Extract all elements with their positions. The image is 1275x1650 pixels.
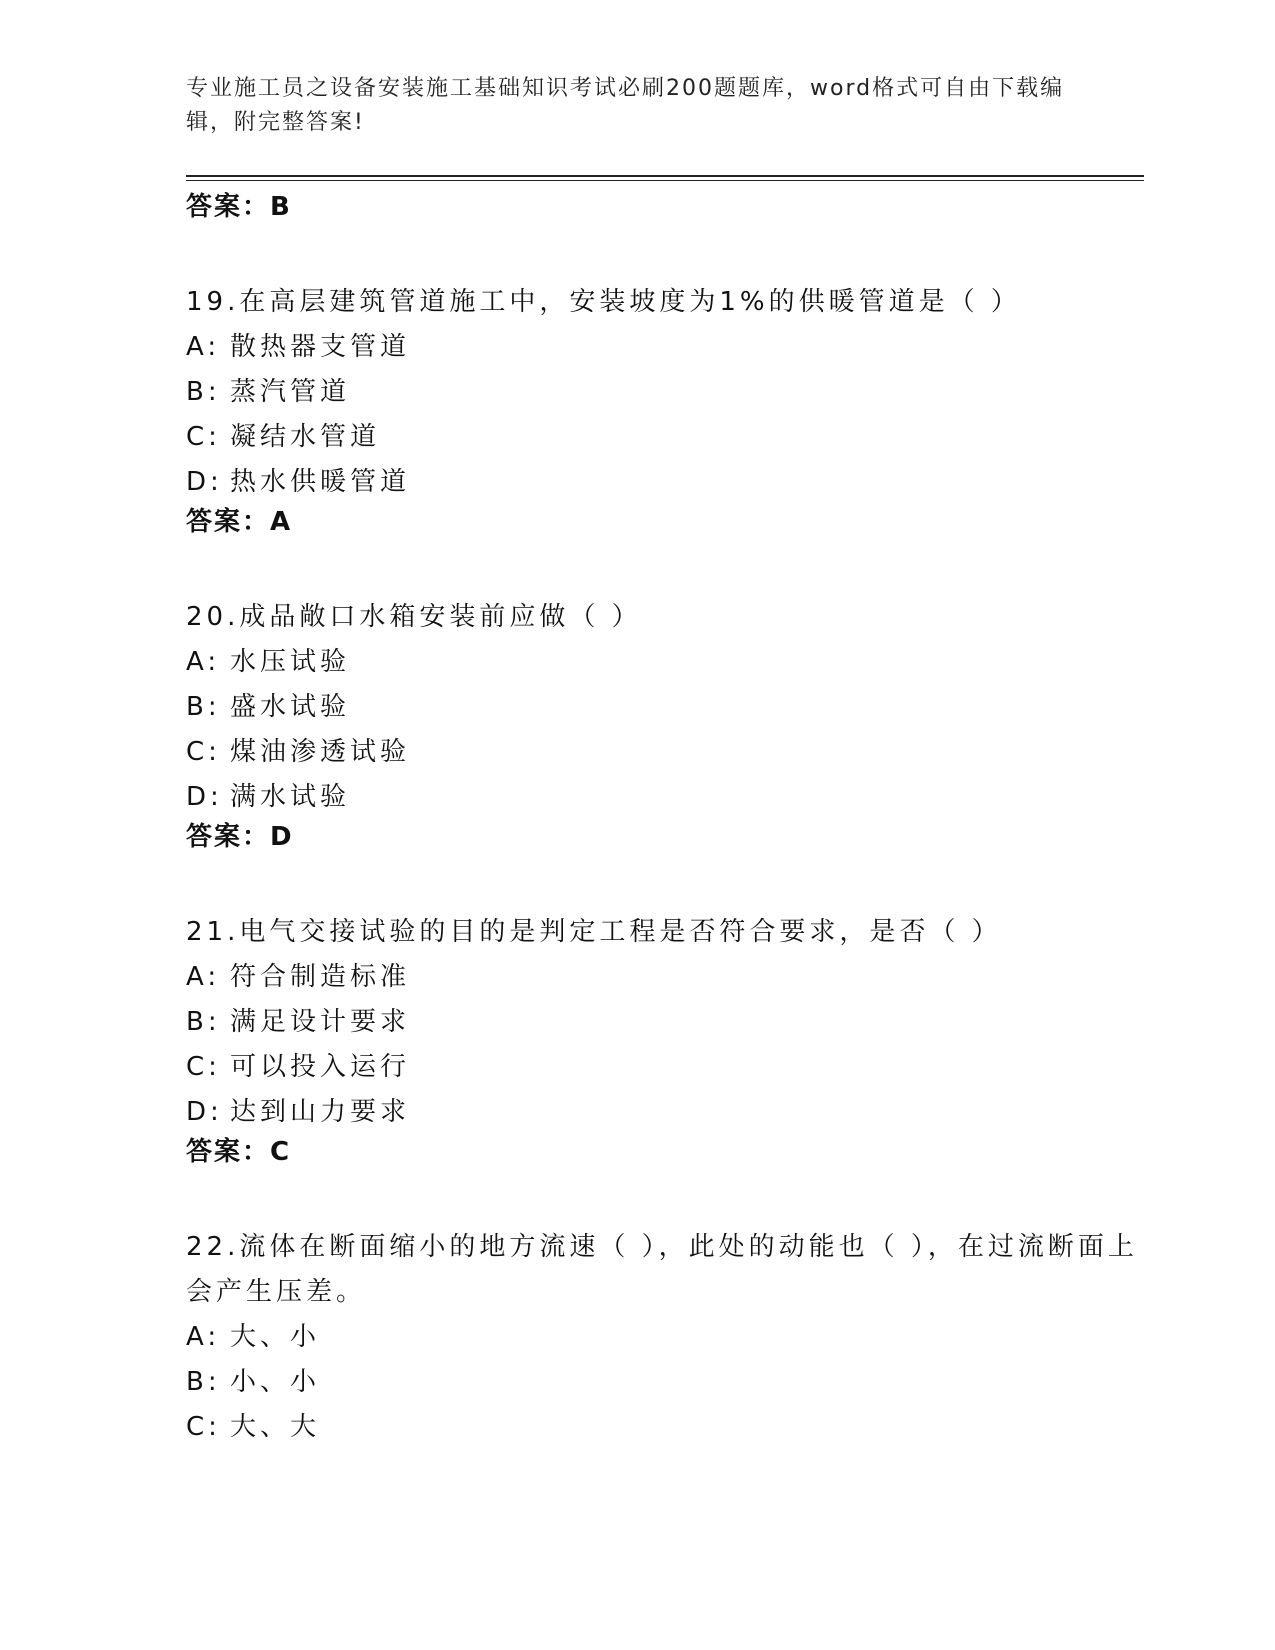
question-stem: 19.在高层建筑管道施工中，安装坡度为1%的供暖管道是（ ）	[186, 287, 1021, 317]
option-text: 达到山力要求	[230, 1097, 411, 1127]
option-letter: C:	[186, 1412, 221, 1442]
header-divider	[186, 175, 1144, 177]
option-text: 盛水试验	[230, 692, 351, 722]
option-c	[186, 1405, 1144, 1450]
option-letter: A:	[186, 1322, 221, 1352]
option-text: 水压试验	[230, 647, 351, 677]
option-text: 热水供暖管道	[230, 467, 411, 497]
option-letter: D:	[186, 782, 223, 812]
question-20	[186, 595, 1144, 854]
option-letter: D:	[186, 467, 223, 497]
option-c	[186, 730, 1144, 775]
option-letter: B:	[186, 1007, 221, 1037]
option-b	[186, 1000, 1144, 1045]
option-a	[186, 1315, 1144, 1360]
option-text: 凝结水管道	[230, 422, 381, 452]
option-text: 小、小	[230, 1367, 321, 1397]
option-text: 散热器支管道	[230, 332, 411, 362]
option-a	[186, 325, 1144, 370]
option-letter: B:	[186, 1367, 221, 1397]
option-text: 满水试验	[230, 782, 351, 812]
option-letter: B:	[186, 377, 221, 407]
option-d	[186, 1090, 1144, 1135]
option-d	[186, 775, 1144, 820]
option-text: 符合制造标准	[230, 962, 411, 992]
option-a	[186, 640, 1144, 685]
question-19	[186, 280, 1144, 539]
option-text: 蒸汽管道	[230, 377, 351, 407]
option-c	[186, 1045, 1144, 1090]
option-text: 满足设计要求	[230, 1007, 411, 1037]
header-divider-thin	[186, 180, 1144, 181]
answer-line: 答案：C	[186, 1137, 292, 1167]
answer-line: 答案：A	[186, 507, 293, 537]
option-b	[186, 370, 1144, 415]
option-letter: A:	[186, 332, 221, 362]
option-text: 大、小	[230, 1322, 321, 1352]
option-text: 大、大	[230, 1412, 321, 1442]
question-21	[186, 910, 1144, 1169]
option-letter: C:	[186, 1052, 221, 1082]
page-header: 专业施工员之设备安装施工基础知识考试必刷200题题库，word格式可自由下载编辑，附完整答案!	[186, 76, 1065, 135]
answer-line: 答案：B	[186, 192, 292, 222]
answer-line: 答案：D	[186, 822, 294, 852]
option-text: 可以投入运行	[230, 1052, 411, 1082]
option-letter: B:	[186, 692, 221, 722]
option-letter: C:	[186, 422, 221, 452]
option-b	[186, 1360, 1144, 1405]
option-c	[186, 415, 1144, 460]
question-stem: 21.电气交接试验的目的是判定工程是否符合要求，是否（ ）	[186, 917, 1002, 947]
option-letter: C:	[186, 737, 221, 767]
question-22	[186, 1225, 1144, 1450]
question-stem: 22.流体在断面缩小的地方流速（ ），此处的动能也（ ），在过流断面上会产生压差。	[186, 1232, 1138, 1307]
option-text: 煤油渗透试验	[230, 737, 411, 767]
option-a	[186, 955, 1144, 1000]
option-letter: A:	[186, 647, 221, 677]
option-letter: A:	[186, 962, 221, 992]
option-d	[186, 460, 1144, 505]
question-list	[186, 190, 1144, 1450]
question-stem: 20.成品敞口水箱安装前应做（ ）	[186, 602, 642, 632]
option-b	[186, 685, 1144, 730]
option-letter: D:	[186, 1097, 223, 1127]
